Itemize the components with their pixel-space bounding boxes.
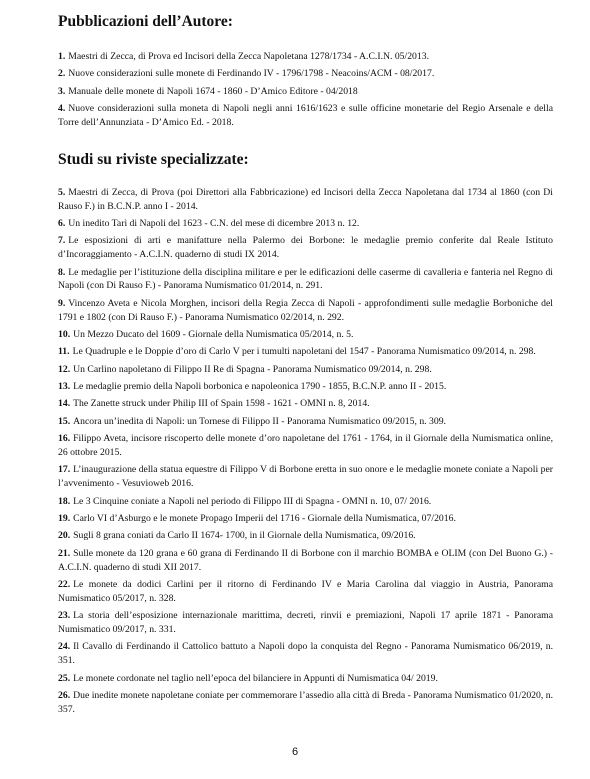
entry-number: 18. (58, 495, 71, 507)
entry-text: Due inedite monete napoletane coniate per commemorare l’assedio alla città di Breda - Panorama Numismatico 01/2020, n. 357. (58, 689, 553, 715)
entry-number: 9. (58, 297, 66, 309)
entry-number: 26. (58, 689, 71, 701)
document-page (58, 12, 553, 720)
entry-text: Maestri di Zecca, di Prova ed Incisori della Zecca Napoletana 1278/1734 - A.C.I.N. 05/2013. (68, 51, 430, 62)
entry-number: 8. (58, 266, 66, 278)
list-item (58, 345, 553, 359)
entry-text: Filippo Aveta, incisore riscoperto delle monete d’oro napoletane del 1761 - 1764, in il Giornale della Numismatica online, 26 ottobre 2015. (58, 433, 553, 459)
entry-number: 13. (58, 381, 71, 393)
entry-number: 14. (58, 398, 71, 410)
list-item (58, 297, 553, 325)
entry-number: 6. (58, 217, 66, 229)
entry-number: 7. (58, 235, 66, 247)
entry-text: Il Cavallo di Ferdinando il Cattolico battuto a Napoli dopo la conquista del Regno - Panorama Numismatico 06/2019, n. 351. (58, 641, 553, 667)
entry-number: 15. (58, 415, 71, 427)
entry-text: The Zanette struck under Philip III of Spain 1598 - 1621 - OMNI n. 8, 2014. (73, 398, 370, 410)
entry-text: Ancora un’inedita di Napoli: un Tornese di Filippo II - Panorama Numismatico 09/2015, n. 309. (73, 415, 446, 427)
list-item (58, 495, 553, 509)
list-item (58, 102, 553, 130)
list-item (58, 578, 553, 606)
entry-text: Le 3 Cinquine coniate a Napoli nel periodo di Filippo III di Spagna - OMNI n. 10, 07/ 2016. (73, 495, 432, 507)
entry-text: L’inaugurazione della statua equestre di Filippo V di Borbone eretta in suo onore e le medaglie monete coniate a Napoli per l’avvenimento - Vesuvioweb 2016. (58, 464, 553, 490)
entry-text: Un inedito Tarì di Napoli del 1623 - C.N. del mese di dicembre 2013 n. 12. (68, 217, 360, 229)
entry-number: 1. (58, 51, 66, 62)
list-item (58, 234, 553, 262)
entry-number: 16. (58, 433, 71, 445)
entry-number: 21. (58, 547, 71, 559)
entry-number: 2. (58, 68, 66, 80)
list-item (58, 415, 553, 429)
entry-text: Un Carlino napoletano di Filippo II Re di Spagna - Panorama Numismatico 09/2014, n. 298. (73, 363, 432, 375)
entry-text: Sugli 8 grana coniati da Carlo II 1674- 1700, in il Giornale della Numismatica, 09/2016. (73, 530, 416, 542)
entry-number: 19. (58, 513, 71, 525)
entry-number: 20. (58, 530, 71, 542)
entry-number: 25. (58, 672, 71, 684)
list-item (58, 397, 553, 411)
page-number: 6 (291, 746, 299, 758)
entry-number: 17. (58, 464, 71, 476)
list-item (58, 50, 553, 64)
list-item (58, 609, 553, 637)
list-item (58, 547, 553, 575)
entry-text: Manuale delle monete di Napoli 1674 - 1860 - D’Amico Editore - 04/2018 (68, 85, 358, 97)
entry-text: Carlo VI d’Asburgo e le monete Propago Imperii del 1716 - Giornale della Numismatica, 07/2016. (73, 513, 456, 525)
journal-studies-list (58, 186, 553, 717)
entry-text: Le medaglie per l’istituzione della disciplina militare e per le edificazioni delle caserme di cavalleria e fanteria nel Regno di Napoli (con Di Rauso F.) - Panorama Numismatico 01/2014, n. 291. (58, 266, 553, 292)
entry-number: 10. (58, 328, 71, 340)
entry-number: 24. (58, 641, 71, 653)
entry-text: Un Mezzo Ducato del 1609 - Giornale della Numismatica 05/2014, n. 5. (73, 328, 354, 340)
section-heading-publications: Pubblicazioni dell’Autore: (58, 13, 233, 30)
entry-text: Le medaglie premio della Napoli borbonica e napoleonica 1790 - 1855, B.C.N.P. anno II - 2015. (73, 381, 447, 393)
list-item (58, 85, 553, 99)
entry-text: Maestri di Zecca, di Prova (poi Direttori alla Fabbricazione) ed Incisori della Zecca Napoletana dal 1734 al 1860 (con Di Rauso F.) in B.C.N.P. anno I - 2014. (58, 186, 553, 212)
list-item (58, 512, 553, 526)
list-item (58, 266, 553, 294)
entry-text: Sulle monete da 120 grana e 60 grana di Ferdinando II di Borbone con il marchio BOMBA e OLIM (con Del Buono G.) - A.C.I.N. quaderno di studi XII 2017. (58, 547, 553, 573)
entry-text: Nuove considerazioni sulla moneta di Napoli negli anni 1616/1623 e sulle officine monetarie del Regio Arsenale e della Torre dell’Annunziata - D’Amico Ed. - 2018. (58, 103, 553, 128)
list-item (58, 363, 553, 377)
list-item (58, 689, 553, 717)
list-item (58, 640, 553, 668)
entry-number: 23. (58, 610, 71, 622)
entry-text: Le Quadruple e le Doppie d’oro di Carlo V per i tumulti napoletani del 1547 - Panorama Numismatico 09/2014, n. 298. (72, 346, 536, 358)
list-item (58, 672, 553, 686)
entry-number: 5. (58, 186, 66, 198)
list-item (58, 463, 553, 491)
entry-text: Vincenzo Aveta e Nicola Morghen, incisori della Regia Zecca di Napoli - approfondimenti sulle medaglie Borboniche del 1791 e 1802 (con Di Rauso F.) - Panorama Numismatico 02/2014, n. 292. (58, 297, 553, 323)
entry-text: Le esposizioni di arti e manifatture nella Palermo dei Borbone: le medaglie premio conferite dal Reale Istituto d’Incoraggiamento - A.C.I.N. quaderno di studi IX 2014. (58, 235, 553, 261)
entry-number: 22. (58, 578, 71, 590)
entry-number: 3. (58, 85, 66, 97)
list-item (58, 328, 553, 342)
section-heading-journal-studies: Studi su riviste specializzate: (58, 150, 249, 168)
entry-number: 12. (58, 363, 71, 375)
list-item (58, 67, 553, 81)
list-item (58, 529, 553, 543)
list-item (58, 186, 553, 214)
entry-text: La storia dell’esposizione internazionale marittima, decreti, rinvii e premiazioni, Napoli 17 aprile 1871 - Panorama Numismatico 09/2017, n. 331. (58, 610, 553, 635)
list-item (58, 380, 553, 394)
entry-number: 4. (58, 103, 66, 115)
entry-number: 11. (58, 346, 70, 358)
entry-text: Nuove considerazioni sulle monete di Ferdinando IV - 1796/1798 - Neacoins/ACM - 08/2017. (68, 68, 435, 80)
list-item (58, 432, 553, 460)
publications-list (58, 50, 553, 130)
entry-text: Le monete cordonate nel taglio nell’epoca del bilanciere in Appunti di Numismatica 04/ 2019. (73, 672, 438, 684)
list-item (58, 217, 553, 231)
entry-text: Le monete da dodici Carlini per il ritorno di Ferdinando IV e Maria Carolina dal viaggio in Austria, Panorama Numismatico 05/2017, n. 328. (58, 578, 553, 604)
